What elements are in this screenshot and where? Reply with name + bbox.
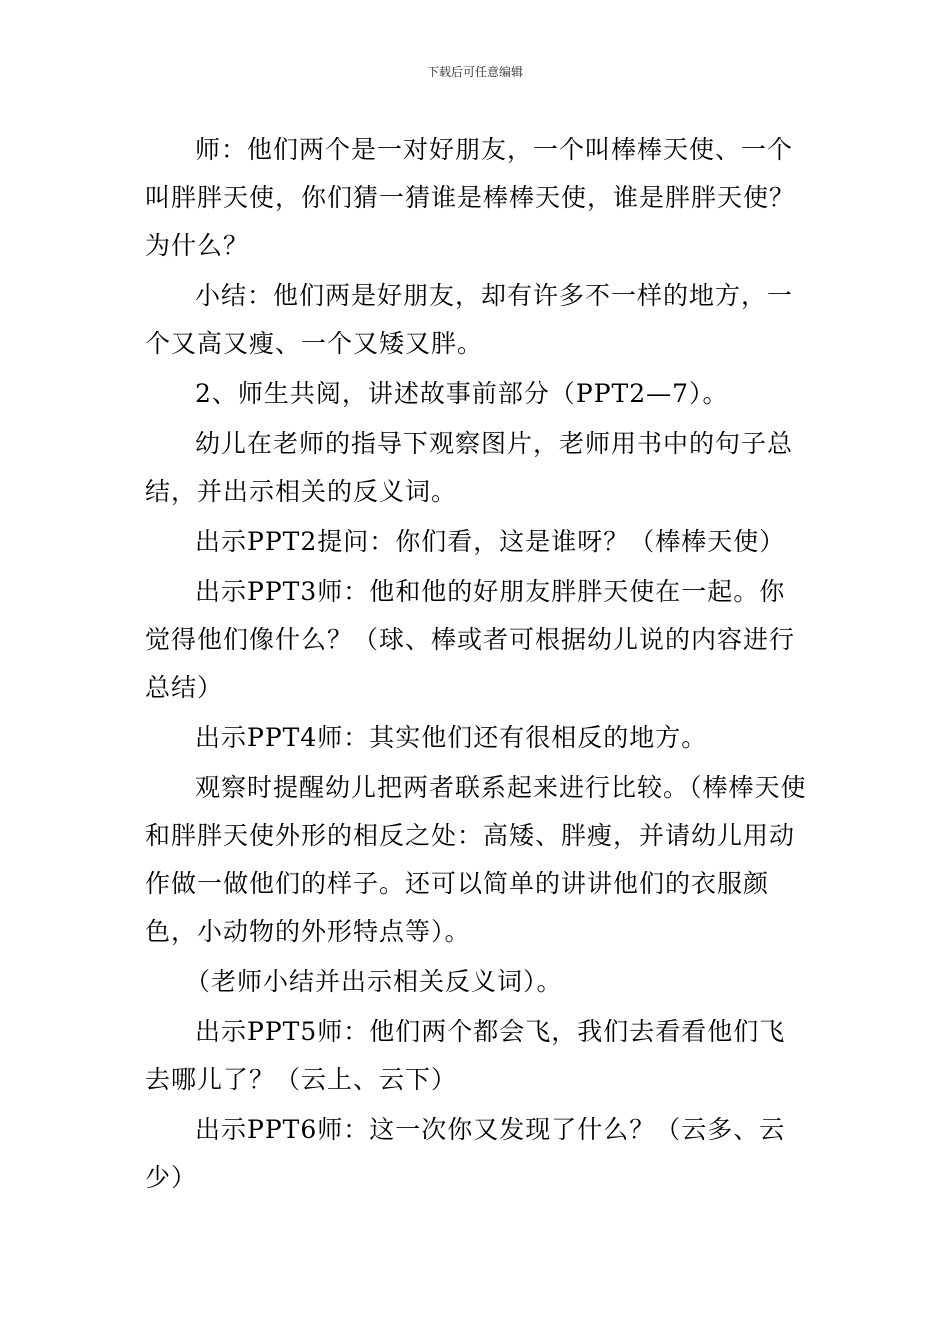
paragraph-teacher-summary: （老师小结并出示相关反义词）。 — [185, 967, 563, 996]
page-header: 下载后可任意编辑 — [426, 65, 523, 79]
paragraph-step-2: 2、师生共阅，讲述故事前部分（PPT2—7）。 — [195, 379, 729, 408]
document-body — [145, 126, 810, 1204]
paragraph-ppt4: 出示PPT4师：其实他们还有很相反的地方。 — [195, 723, 708, 752]
paragraph-teacher-intro: 师：他们两个是一对好朋友，一个叫棒棒天使、一个叫胖胖天使，你们猜一猜谁是棒棒天使，谁是胖胖天使？为什么？ — [145, 135, 796, 260]
paragraph-ppt6: 出示PPT6师：这一次你又发现了什么？（云多、云少） — [145, 1115, 786, 1192]
paragraph-summary: 小结：他们两是好朋友，却有许多不一样的地方，一个又高又瘦、一个又矮又胖。 — [145, 281, 794, 358]
paragraph-observe-pictures: 幼儿在老师的指导下观察图片，老师用书中的句子总结，并出示相关的反义词。 — [145, 429, 794, 506]
paragraph-compare: 观察时提醒幼儿把两者联系起来进行比较。（棒棒天使和胖胖天使外形的相反之处：高矮、胖瘦，并请幼儿用动作做一做他们的样子。还可以简单的讲讲他们的衣服颜色，小动物的外形特点等）。 — [145, 773, 807, 946]
paragraph-ppt2: 出示PPT2提问：你们看，这是谁呀？（棒棒天使） — [195, 527, 786, 556]
paragraph-ppt3: 出示PPT3师：他和他的好朋友胖胖天使在一起。你觉得他们像什么？（球、棒或者可根据幼儿说的内容进行总结） — [145, 577, 796, 702]
paragraph-ppt5: 出示PPT5师：他们两个都会飞，我们去看看他们飞去哪儿了？（云上、云下） — [145, 1017, 786, 1094]
